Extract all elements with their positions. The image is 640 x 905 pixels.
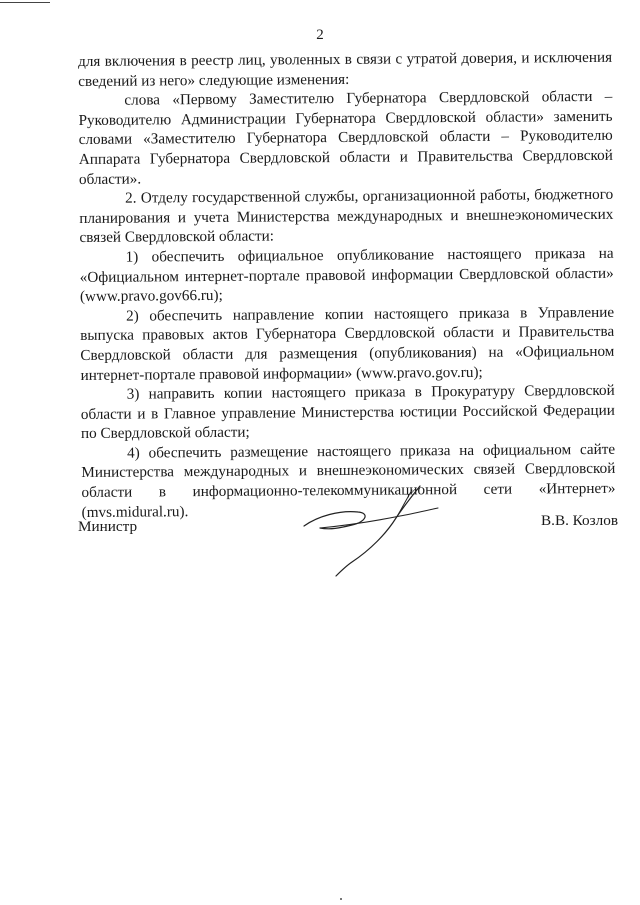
paragraph-replacement-words: слова «Первому Заместителю Губернатора Свердловской области – Руководителю Администрации Губернатора Свердловской области» заменить словами «Заместителю Губернатора Свердловской области – Руководителю Аппарата Губернатора Свердловской области и Правительства Свердловской области». [78,87,613,188]
signer-name: В.В. Козлов [541,512,618,529]
scan-artifact-dot [340,898,342,900]
document-body [78,48,616,522]
page-number: 2 [316,27,324,43]
top-rule [0,2,50,3]
paragraph-continuation: для включения в реестр лиц, уволенных в связи с утратой доверия, и исключения сведений из него» следующие изменения: [78,48,613,90]
paragraph-item-2: 2. Отделу государственной службы, организационной работы, бюджетного планирования и учета Министерства международных и внешнеэкономических связей Свердловской области: [79,185,614,247]
paragraph-subitem-4: 4) обеспечить размещение настоящего приказа на официальном сайте Министерства международных и внешнеэкономических связей Свердловской области в информационно-телекоммуникационной сети «Интернет» (mvs.midural.ru). [81,440,616,521]
paragraph-subitem-3: 3) направить копии настоящего приказа в Прокуратуру Свердловской области и в Главное управление Министерства юстиции Российской Федерации по Свердловской области; [80,381,615,443]
paragraph-subitem-2: 2) обеспечить направление копии настоящего приказа в Управление выпуска правовых актов Губернатора Свердловской области и Правительства Свердловской области для размещения (опубликования) на «Официальном интернет-портале правовой информации» (www.pravo.gov.ru); [80,303,615,384]
signer-position: Министр [78,518,138,535]
handwritten-signature [300,478,440,578]
paragraph-subitem-1: 1) обеспечить официальное опубликование настоящего приказа на «Официальном интернет-портале правовой информации Свердловской области» (www.pravo.gov66.ru); [79,244,614,306]
